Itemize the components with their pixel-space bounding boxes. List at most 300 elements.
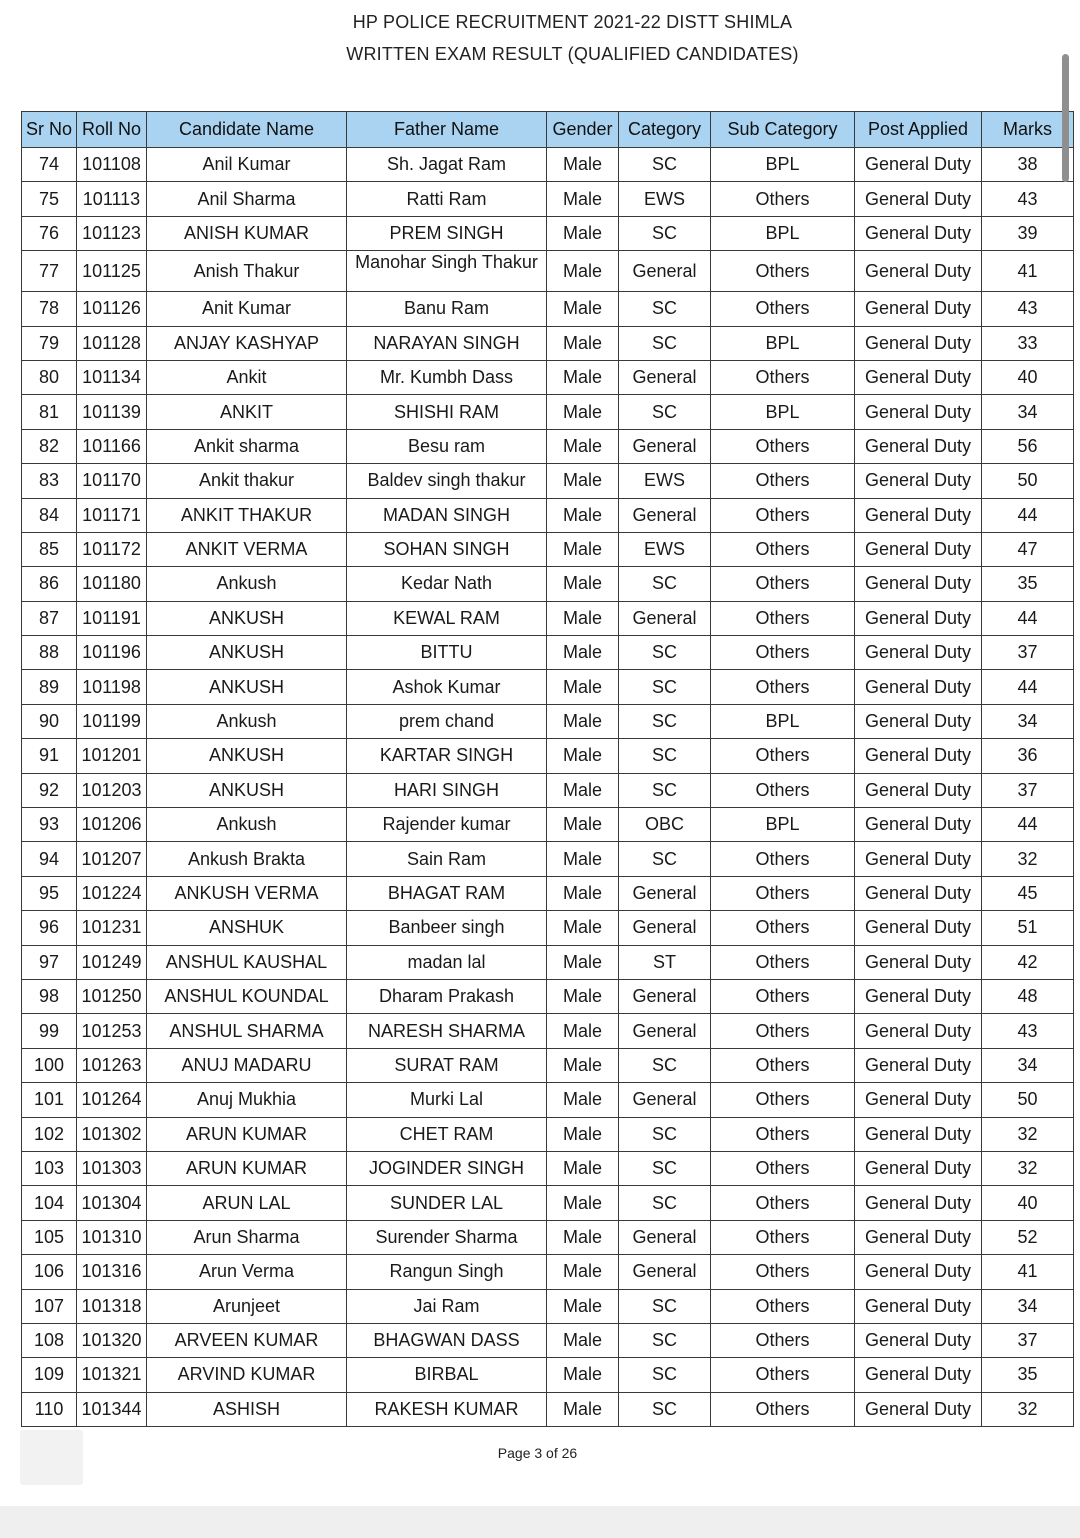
candidate-name-cell: Ankush bbox=[147, 808, 347, 842]
category-cell: SC bbox=[619, 1358, 711, 1392]
sr-no-cell: 84 bbox=[22, 498, 77, 532]
table-row bbox=[22, 567, 1074, 601]
sub-category-cell: Others bbox=[711, 498, 855, 532]
table-row bbox=[22, 911, 1074, 945]
table-row bbox=[22, 704, 1074, 738]
sub-category-cell: Others bbox=[711, 1083, 855, 1117]
candidate-name-cell: Anit Kumar bbox=[147, 292, 347, 326]
marks-cell: 50 bbox=[982, 464, 1074, 498]
column-header-sr-no: Sr No bbox=[22, 112, 77, 148]
page-thumbnail-placeholder bbox=[20, 1430, 83, 1485]
gender-cell: Male bbox=[547, 251, 619, 292]
post-applied-cell: General Duty bbox=[855, 773, 982, 807]
sr-no-cell: 80 bbox=[22, 360, 77, 394]
post-applied-cell: General Duty bbox=[855, 739, 982, 773]
sr-no-cell: 91 bbox=[22, 739, 77, 773]
sub-category-cell: Others bbox=[711, 1220, 855, 1254]
candidate-name-cell: Anil Sharma bbox=[147, 182, 347, 216]
sr-no-cell: 90 bbox=[22, 704, 77, 738]
father-name-cell: NARESH SHARMA bbox=[347, 1014, 547, 1048]
category-cell: SC bbox=[619, 739, 711, 773]
gender-cell: Male bbox=[547, 1255, 619, 1289]
candidate-name-cell: Ankush Brakta bbox=[147, 842, 347, 876]
sr-no-cell: 107 bbox=[22, 1289, 77, 1323]
post-applied-cell: General Duty bbox=[855, 1083, 982, 1117]
table-row bbox=[22, 670, 1074, 704]
roll-no-cell: 101139 bbox=[77, 395, 147, 429]
roll-no-cell: 101134 bbox=[77, 360, 147, 394]
marks-cell: 37 bbox=[982, 1323, 1074, 1357]
table-body bbox=[22, 148, 1074, 1427]
table-row bbox=[22, 1392, 1074, 1426]
column-header-gender: Gender bbox=[547, 112, 619, 148]
gender-cell: Male bbox=[547, 636, 619, 670]
roll-no-cell: 101207 bbox=[77, 842, 147, 876]
post-applied-cell: General Duty bbox=[855, 182, 982, 216]
sub-category-cell: Others bbox=[711, 739, 855, 773]
category-cell: SC bbox=[619, 1151, 711, 1185]
gender-cell: Male bbox=[547, 292, 619, 326]
marks-cell: 37 bbox=[982, 636, 1074, 670]
sr-no-cell: 102 bbox=[22, 1117, 77, 1151]
marks-cell: 44 bbox=[982, 498, 1074, 532]
sub-category-cell: BPL bbox=[711, 704, 855, 738]
sub-category-cell: Others bbox=[711, 876, 855, 910]
post-applied-cell: General Duty bbox=[855, 601, 982, 635]
post-applied-cell: General Duty bbox=[855, 1220, 982, 1254]
table-row bbox=[22, 1358, 1074, 1392]
father-name-cell: BITTU bbox=[347, 636, 547, 670]
gender-cell: Male bbox=[547, 1117, 619, 1151]
roll-no-cell: 101170 bbox=[77, 464, 147, 498]
column-header-candidate-name: Candidate Name bbox=[147, 112, 347, 148]
post-applied-cell: General Duty bbox=[855, 1151, 982, 1185]
post-applied-cell: General Duty bbox=[855, 979, 982, 1013]
post-applied-cell: General Duty bbox=[855, 395, 982, 429]
marks-cell: 34 bbox=[982, 704, 1074, 738]
sub-category-cell: BPL bbox=[711, 148, 855, 182]
gender-cell: Male bbox=[547, 464, 619, 498]
table-row bbox=[22, 876, 1074, 910]
table-row bbox=[22, 326, 1074, 360]
table-row bbox=[22, 1289, 1074, 1323]
roll-no-cell: 101224 bbox=[77, 876, 147, 910]
table-row bbox=[22, 1255, 1074, 1289]
gender-cell: Male bbox=[547, 567, 619, 601]
candidate-name-cell: Ankush bbox=[147, 704, 347, 738]
gender-cell: Male bbox=[547, 979, 619, 1013]
marks-cell: 34 bbox=[982, 1048, 1074, 1082]
sr-no-cell: 81 bbox=[22, 395, 77, 429]
category-cell: General bbox=[619, 1255, 711, 1289]
sub-category-cell: Others bbox=[711, 360, 855, 394]
category-cell: SC bbox=[619, 395, 711, 429]
category-cell: SC bbox=[619, 292, 711, 326]
category-cell: General bbox=[619, 429, 711, 463]
table-row bbox=[22, 532, 1074, 566]
post-applied-cell: General Duty bbox=[855, 532, 982, 566]
table-row bbox=[22, 601, 1074, 635]
post-applied-cell: General Duty bbox=[855, 1048, 982, 1082]
post-applied-cell: General Duty bbox=[855, 1014, 982, 1048]
post-applied-cell: General Duty bbox=[855, 808, 982, 842]
roll-no-cell: 101321 bbox=[77, 1358, 147, 1392]
table-row bbox=[22, 360, 1074, 394]
father-name-cell: Kedar Nath bbox=[347, 567, 547, 601]
sr-no-cell: 78 bbox=[22, 292, 77, 326]
roll-no-cell: 101344 bbox=[77, 1392, 147, 1426]
father-name-cell: Besu ram bbox=[347, 429, 547, 463]
marks-cell: 44 bbox=[982, 670, 1074, 704]
table-row bbox=[22, 636, 1074, 670]
marks-cell: 44 bbox=[982, 601, 1074, 635]
category-cell: General bbox=[619, 251, 711, 292]
gender-cell: Male bbox=[547, 1083, 619, 1117]
sr-no-cell: 76 bbox=[22, 216, 77, 250]
candidate-name-cell: ARVIND KUMAR bbox=[147, 1358, 347, 1392]
category-cell: SC bbox=[619, 148, 711, 182]
column-header-marks: Marks bbox=[982, 112, 1074, 148]
marks-cell: 34 bbox=[982, 395, 1074, 429]
candidate-name-cell: ANKUSH bbox=[147, 636, 347, 670]
sub-category-cell: BPL bbox=[711, 326, 855, 360]
marks-cell: 50 bbox=[982, 1083, 1074, 1117]
table-row bbox=[22, 1117, 1074, 1151]
gender-cell: Male bbox=[547, 670, 619, 704]
sr-no-cell: 101 bbox=[22, 1083, 77, 1117]
roll-no-cell: 101199 bbox=[77, 704, 147, 738]
father-name-cell: PREM SINGH bbox=[347, 216, 547, 250]
gender-cell: Male bbox=[547, 911, 619, 945]
roll-no-cell: 101302 bbox=[77, 1117, 147, 1151]
post-applied-cell: General Duty bbox=[855, 498, 982, 532]
marks-cell: 33 bbox=[982, 326, 1074, 360]
gender-cell: Male bbox=[547, 395, 619, 429]
roll-no-cell: 101203 bbox=[77, 773, 147, 807]
sub-category-cell: BPL bbox=[711, 395, 855, 429]
viewer-bottom-bar bbox=[0, 1506, 1080, 1538]
sr-no-cell: 100 bbox=[22, 1048, 77, 1082]
sub-category-cell: Others bbox=[711, 1358, 855, 1392]
category-cell: General bbox=[619, 1083, 711, 1117]
candidate-name-cell: Anish Thakur bbox=[147, 251, 347, 292]
father-name-cell: JOGINDER SINGH bbox=[347, 1151, 547, 1185]
gender-cell: Male bbox=[547, 1048, 619, 1082]
gender-cell: Male bbox=[547, 601, 619, 635]
sr-no-cell: 77 bbox=[22, 251, 77, 292]
sr-no-cell: 97 bbox=[22, 945, 77, 979]
father-name-cell: Rangun Singh bbox=[347, 1255, 547, 1289]
gender-cell: Male bbox=[547, 1151, 619, 1185]
marks-cell: 52 bbox=[982, 1220, 1074, 1254]
gender-cell: Male bbox=[547, 1186, 619, 1220]
gender-cell: Male bbox=[547, 182, 619, 216]
gender-cell: Male bbox=[547, 360, 619, 394]
sub-category-cell: Others bbox=[711, 773, 855, 807]
column-header-roll-no: Roll No bbox=[77, 112, 147, 148]
gender-cell: Male bbox=[547, 216, 619, 250]
table-header bbox=[22, 112, 1074, 148]
sub-category-cell: Others bbox=[711, 636, 855, 670]
category-cell: SC bbox=[619, 1117, 711, 1151]
roll-no-cell: 101206 bbox=[77, 808, 147, 842]
category-cell: SC bbox=[619, 1289, 711, 1323]
post-applied-cell: General Duty bbox=[855, 1186, 982, 1220]
sub-category-cell: Others bbox=[711, 979, 855, 1013]
father-name-cell: madan lal bbox=[347, 945, 547, 979]
father-name-cell: Mr. Kumbh Dass bbox=[347, 360, 547, 394]
roll-no-cell: 101180 bbox=[77, 567, 147, 601]
category-cell: General bbox=[619, 979, 711, 1013]
roll-no-cell: 101231 bbox=[77, 911, 147, 945]
marks-cell: 32 bbox=[982, 1151, 1074, 1185]
candidate-name-cell: Arunjeet bbox=[147, 1289, 347, 1323]
results-table bbox=[21, 111, 1074, 1427]
candidate-name-cell: ANSHUL SHARMA bbox=[147, 1014, 347, 1048]
table-row bbox=[22, 395, 1074, 429]
candidate-name-cell: ANUJ MADARU bbox=[147, 1048, 347, 1082]
sr-no-cell: 74 bbox=[22, 148, 77, 182]
marks-cell: 35 bbox=[982, 1358, 1074, 1392]
candidate-name-cell: Ankush bbox=[147, 567, 347, 601]
gender-cell: Male bbox=[547, 148, 619, 182]
column-header-post-applied: Post Applied bbox=[855, 112, 982, 148]
roll-no-cell: 101171 bbox=[77, 498, 147, 532]
header-row bbox=[22, 112, 1074, 148]
roll-no-cell: 101250 bbox=[77, 979, 147, 1013]
candidate-name-cell: ASHISH bbox=[147, 1392, 347, 1426]
sub-category-cell: Others bbox=[711, 670, 855, 704]
sr-no-cell: 110 bbox=[22, 1392, 77, 1426]
category-cell: SC bbox=[619, 842, 711, 876]
sr-no-cell: 86 bbox=[22, 567, 77, 601]
category-cell: SC bbox=[619, 567, 711, 601]
category-cell: General bbox=[619, 360, 711, 394]
table-row bbox=[22, 182, 1074, 216]
sub-category-cell: Others bbox=[711, 532, 855, 566]
candidate-name-cell: Anil Kumar bbox=[147, 148, 347, 182]
father-name-cell: KARTAR SINGH bbox=[347, 739, 547, 773]
sr-no-cell: 94 bbox=[22, 842, 77, 876]
sub-category-cell: Others bbox=[711, 1392, 855, 1426]
sr-no-cell: 96 bbox=[22, 911, 77, 945]
category-cell: General bbox=[619, 911, 711, 945]
candidate-name-cell: ARVEEN KUMAR bbox=[147, 1323, 347, 1357]
gender-cell: Male bbox=[547, 1323, 619, 1357]
table-row bbox=[22, 1220, 1074, 1254]
table-row bbox=[22, 808, 1074, 842]
gender-cell: Male bbox=[547, 532, 619, 566]
table-row bbox=[22, 1323, 1074, 1357]
marks-cell: 44 bbox=[982, 808, 1074, 842]
gender-cell: Male bbox=[547, 773, 619, 807]
category-cell: OBC bbox=[619, 808, 711, 842]
category-cell: SC bbox=[619, 636, 711, 670]
sub-category-cell: Others bbox=[711, 251, 855, 292]
candidate-name-cell: ANKUSH bbox=[147, 739, 347, 773]
marks-cell: 51 bbox=[982, 911, 1074, 945]
marks-cell: 45 bbox=[982, 876, 1074, 910]
category-cell: General bbox=[619, 1014, 711, 1048]
table-row bbox=[22, 945, 1074, 979]
sub-category-cell: BPL bbox=[711, 216, 855, 250]
sub-category-cell: Others bbox=[711, 1186, 855, 1220]
father-name-cell: SHISHI RAM bbox=[347, 395, 547, 429]
roll-no-cell: 101172 bbox=[77, 532, 147, 566]
gender-cell: Male bbox=[547, 842, 619, 876]
candidate-name-cell: ANJAY KASHYAP bbox=[147, 326, 347, 360]
category-cell: SC bbox=[619, 670, 711, 704]
father-name-cell: HARI SINGH bbox=[347, 773, 547, 807]
category-cell: EWS bbox=[619, 532, 711, 566]
candidate-name-cell: Arun Sharma bbox=[147, 1220, 347, 1254]
sub-category-cell: Others bbox=[711, 1255, 855, 1289]
father-name-cell: CHET RAM bbox=[347, 1117, 547, 1151]
father-name-cell: Banbeer singh bbox=[347, 911, 547, 945]
father-name-cell: Jai Ram bbox=[347, 1289, 547, 1323]
roll-no-cell: 101253 bbox=[77, 1014, 147, 1048]
post-applied-cell: General Duty bbox=[855, 292, 982, 326]
father-name-cell: Murki Lal bbox=[347, 1083, 547, 1117]
candidate-name-cell: ANKUSH bbox=[147, 773, 347, 807]
category-cell: SC bbox=[619, 704, 711, 738]
gender-cell: Male bbox=[547, 1358, 619, 1392]
post-applied-cell: General Duty bbox=[855, 360, 982, 394]
sr-no-cell: 106 bbox=[22, 1255, 77, 1289]
post-applied-cell: General Duty bbox=[855, 1392, 982, 1426]
candidate-name-cell: ANKUSH VERMA bbox=[147, 876, 347, 910]
sub-category-cell: Others bbox=[711, 842, 855, 876]
candidate-name-cell: ANKIT VERMA bbox=[147, 532, 347, 566]
candidate-name-cell: ANSHUL KOUNDAL bbox=[147, 979, 347, 1013]
marks-cell: 56 bbox=[982, 429, 1074, 463]
post-applied-cell: General Duty bbox=[855, 1117, 982, 1151]
father-name-cell: Surender Sharma bbox=[347, 1220, 547, 1254]
marks-cell: 32 bbox=[982, 1392, 1074, 1426]
roll-no-cell: 101303 bbox=[77, 1151, 147, 1185]
marks-cell: 47 bbox=[982, 532, 1074, 566]
candidate-name-cell: ANSHUL KAUSHAL bbox=[147, 945, 347, 979]
post-applied-cell: General Duty bbox=[855, 704, 982, 738]
table-row bbox=[22, 216, 1074, 250]
table-row bbox=[22, 148, 1074, 182]
scrollbar-thumb[interactable] bbox=[1062, 54, 1069, 182]
marks-cell: 41 bbox=[982, 251, 1074, 292]
roll-no-cell: 101320 bbox=[77, 1323, 147, 1357]
candidate-name-cell: ANKIT bbox=[147, 395, 347, 429]
category-cell: SC bbox=[619, 326, 711, 360]
marks-cell: 42 bbox=[982, 945, 1074, 979]
candidate-name-cell: Ankit bbox=[147, 360, 347, 394]
table-row bbox=[22, 464, 1074, 498]
marks-cell: 36 bbox=[982, 739, 1074, 773]
table-row bbox=[22, 429, 1074, 463]
roll-no-cell: 101318 bbox=[77, 1289, 147, 1323]
marks-cell: 40 bbox=[982, 1186, 1074, 1220]
category-cell: General bbox=[619, 876, 711, 910]
father-name-cell: Sain Ram bbox=[347, 842, 547, 876]
post-applied-cell: General Duty bbox=[855, 326, 982, 360]
table-row bbox=[22, 773, 1074, 807]
sr-no-cell: 99 bbox=[22, 1014, 77, 1048]
sr-no-cell: 75 bbox=[22, 182, 77, 216]
roll-no-cell: 101166 bbox=[77, 429, 147, 463]
father-name-cell: Banu Ram bbox=[347, 292, 547, 326]
roll-no-cell: 101263 bbox=[77, 1048, 147, 1082]
gender-cell: Male bbox=[547, 739, 619, 773]
sub-category-cell: Others bbox=[711, 464, 855, 498]
sub-category-cell: Others bbox=[711, 1323, 855, 1357]
table-row bbox=[22, 979, 1074, 1013]
father-name-cell: Ashok Kumar bbox=[347, 670, 547, 704]
gender-cell: Male bbox=[547, 945, 619, 979]
category-cell: EWS bbox=[619, 182, 711, 216]
roll-no-cell: 101249 bbox=[77, 945, 147, 979]
post-applied-cell: General Duty bbox=[855, 1255, 982, 1289]
sr-no-cell: 88 bbox=[22, 636, 77, 670]
table-row bbox=[22, 842, 1074, 876]
marks-cell: 32 bbox=[982, 842, 1074, 876]
table-row bbox=[22, 1014, 1074, 1048]
candidate-name-cell: ARUN LAL bbox=[147, 1186, 347, 1220]
roll-no-cell: 101198 bbox=[77, 670, 147, 704]
sr-no-cell: 87 bbox=[22, 601, 77, 635]
roll-no-cell: 101126 bbox=[77, 292, 147, 326]
sr-no-cell: 95 bbox=[22, 876, 77, 910]
category-cell: SC bbox=[619, 1048, 711, 1082]
sr-no-cell: 83 bbox=[22, 464, 77, 498]
roll-no-cell: 101191 bbox=[77, 601, 147, 635]
sr-no-cell: 89 bbox=[22, 670, 77, 704]
gender-cell: Male bbox=[547, 1014, 619, 1048]
father-name-cell: BIRBAL bbox=[347, 1358, 547, 1392]
father-name-cell: SOHAN SINGH bbox=[347, 532, 547, 566]
post-applied-cell: General Duty bbox=[855, 1289, 982, 1323]
marks-cell: 40 bbox=[982, 360, 1074, 394]
post-applied-cell: General Duty bbox=[855, 464, 982, 498]
father-name-cell: BHAGAT RAM bbox=[347, 876, 547, 910]
father-name-cell: Manohar Singh Thakur bbox=[347, 251, 547, 292]
sub-category-cell: Others bbox=[711, 601, 855, 635]
marks-cell: 34 bbox=[982, 1289, 1074, 1323]
sub-category-cell: Others bbox=[711, 1117, 855, 1151]
father-name-cell: SURAT RAM bbox=[347, 1048, 547, 1082]
candidate-name-cell: Ankit sharma bbox=[147, 429, 347, 463]
gender-cell: Male bbox=[547, 704, 619, 738]
sub-category-cell: Others bbox=[711, 1151, 855, 1185]
father-name-cell: BHAGWAN DASS bbox=[347, 1323, 547, 1357]
sr-no-cell: 85 bbox=[22, 532, 77, 566]
roll-no-cell: 101310 bbox=[77, 1220, 147, 1254]
post-applied-cell: General Duty bbox=[855, 251, 982, 292]
category-cell: SC bbox=[619, 773, 711, 807]
father-name-cell: Baldev singh thakur bbox=[347, 464, 547, 498]
candidate-name-cell: Arun Verma bbox=[147, 1255, 347, 1289]
post-applied-cell: General Duty bbox=[855, 911, 982, 945]
sub-category-cell: Others bbox=[711, 429, 855, 463]
table-row bbox=[22, 739, 1074, 773]
sub-category-cell: Others bbox=[711, 911, 855, 945]
post-applied-cell: General Duty bbox=[855, 636, 982, 670]
candidate-name-cell: ANISH KUMAR bbox=[147, 216, 347, 250]
category-cell: General bbox=[619, 1220, 711, 1254]
father-name-cell: MADAN SINGH bbox=[347, 498, 547, 532]
sub-category-cell: Others bbox=[711, 1289, 855, 1323]
roll-no-cell: 101113 bbox=[77, 182, 147, 216]
sub-category-cell: Others bbox=[711, 182, 855, 216]
candidate-name-cell: ARUN KUMAR bbox=[147, 1117, 347, 1151]
post-applied-cell: General Duty bbox=[855, 216, 982, 250]
